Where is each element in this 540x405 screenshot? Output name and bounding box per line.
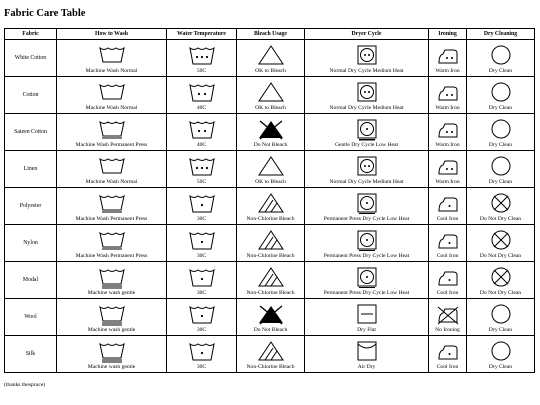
non-chlorine-bleach-icon bbox=[256, 228, 286, 252]
dryer-label: Permanent Press Dry Cycle Low Heat bbox=[323, 216, 410, 222]
temperature-label: 30C bbox=[196, 327, 207, 333]
wash-cell bbox=[57, 151, 167, 188]
water-temperature-icon bbox=[187, 193, 217, 215]
tumble-dry-normal-medium-icon bbox=[355, 154, 379, 178]
table-row bbox=[5, 299, 535, 336]
temperature-cell bbox=[167, 336, 237, 373]
temperature-label: 50C bbox=[196, 68, 207, 74]
water-temperature-icon bbox=[187, 119, 217, 141]
dry-cleaning-cell bbox=[467, 40, 535, 77]
header-bleach-usage: Bleach Usage bbox=[237, 29, 305, 40]
wash-permanent-press-icon bbox=[97, 119, 127, 141]
temperature-label: 30C bbox=[196, 290, 207, 296]
temperature-cell bbox=[167, 114, 237, 151]
wash-cell bbox=[57, 114, 167, 151]
iron-warm-icon bbox=[435, 156, 461, 178]
ironing-cell bbox=[429, 336, 467, 373]
dryer-label: Normal Dry Cycle Medium Heat bbox=[329, 105, 404, 111]
bleach-label: Non-Chlorine Bleach bbox=[246, 253, 295, 259]
dry-cleaning-cell bbox=[467, 188, 535, 225]
ironing-cell bbox=[429, 188, 467, 225]
do-not-dry-clean-icon bbox=[489, 228, 513, 252]
wash-cell bbox=[57, 40, 167, 77]
dry-cleaning-cell bbox=[467, 225, 535, 262]
bleach-label: Non-Chlorine Bleach bbox=[246, 364, 295, 370]
dry-cleaning-label: Do Not Dry Clean bbox=[479, 253, 522, 259]
temperature-cell bbox=[167, 40, 237, 77]
wash-gentle-icon bbox=[97, 341, 127, 363]
wash-label: Machine Wash Permanent Press bbox=[75, 142, 148, 148]
tumble-dry-permanent-press-low-icon bbox=[355, 228, 379, 252]
table-row bbox=[5, 225, 535, 262]
dry-cleaning-cell bbox=[467, 299, 535, 336]
tumble-dry-permanent-press-low-icon bbox=[355, 191, 379, 215]
dryer-cell bbox=[305, 77, 429, 114]
bleach-label: OK to Bleach bbox=[255, 179, 286, 185]
wash-label: Machine wash gentle bbox=[87, 290, 136, 296]
dryer-cell bbox=[305, 188, 429, 225]
dryer-label: Gentle Dry Cycle Low Heat bbox=[334, 142, 399, 148]
table-row bbox=[5, 188, 535, 225]
do-not-dry-clean-icon bbox=[489, 265, 513, 289]
dry-cleaning-label: Dry Clean bbox=[488, 327, 513, 333]
bleach-cell bbox=[237, 299, 305, 336]
iron-cool-icon bbox=[435, 193, 461, 215]
no-ironing-icon bbox=[435, 304, 461, 326]
water-temperature-icon bbox=[187, 45, 217, 67]
water-temperature-icon bbox=[187, 267, 217, 289]
dry-cleaning-label: Do Not Dry Clean bbox=[479, 216, 522, 222]
ironing-label: Warm Iron bbox=[435, 142, 460, 148]
ironing-label: Warm Iron bbox=[435, 179, 460, 185]
water-temperature-icon bbox=[187, 341, 217, 363]
temperature-label: 30C bbox=[196, 253, 207, 259]
bleach-cell bbox=[237, 188, 305, 225]
wash-label: Machine wash gentle bbox=[87, 364, 136, 370]
bleach-cell bbox=[237, 225, 305, 262]
table-row bbox=[5, 336, 535, 373]
dryer-cell bbox=[305, 225, 429, 262]
dry-cleaning-label: Dry Clean bbox=[488, 105, 513, 111]
iron-warm-icon bbox=[435, 119, 461, 141]
dryer-cell bbox=[305, 299, 429, 336]
wash-label: Machine Wash Normal bbox=[85, 179, 138, 185]
dryer-label: Air Dry bbox=[357, 364, 376, 370]
fabric-care-table bbox=[4, 28, 535, 373]
ironing-label: Cool Iron bbox=[436, 253, 459, 259]
fabric-name: Silk bbox=[5, 336, 57, 373]
wash-permanent-press-icon bbox=[97, 230, 127, 252]
ironing-cell bbox=[429, 40, 467, 77]
wash-cell bbox=[57, 188, 167, 225]
dry-clean-icon bbox=[489, 339, 513, 363]
temperature-label: 50C bbox=[196, 179, 207, 185]
do-not-bleach-icon bbox=[256, 302, 286, 326]
fabric-name: Sateen Cotton bbox=[5, 114, 57, 151]
page-title: Fabric Care Table bbox=[4, 8, 86, 19]
bleach-label: Non-Chlorine Bleach bbox=[246, 216, 295, 222]
bleach-label: Do Not Bleach bbox=[253, 327, 288, 333]
tumble-dry-normal-medium-icon bbox=[355, 80, 379, 104]
iron-cool-icon bbox=[435, 267, 461, 289]
dryer-cell bbox=[305, 336, 429, 373]
fabric-name: Wool bbox=[5, 299, 57, 336]
dry-cleaning-label: Dry Clean bbox=[488, 142, 513, 148]
iron-warm-icon bbox=[435, 82, 461, 104]
air-dry-icon bbox=[355, 339, 379, 363]
table-row bbox=[5, 151, 535, 188]
temperature-cell bbox=[167, 225, 237, 262]
tumble-dry-normal-medium-icon bbox=[355, 43, 379, 67]
iron-cool-icon bbox=[435, 230, 461, 252]
table-header-row bbox=[5, 29, 535, 40]
tumble-dry-permanent-press-low-icon bbox=[355, 265, 379, 289]
wash-cell bbox=[57, 299, 167, 336]
bleach-label: OK to Bleach bbox=[255, 105, 286, 111]
ironing-label: Cool Iron bbox=[436, 290, 459, 296]
ironing-cell bbox=[429, 77, 467, 114]
iron-warm-icon bbox=[435, 45, 461, 67]
dryer-label: Dry Flat bbox=[357, 327, 376, 333]
dry-cleaning-cell bbox=[467, 77, 535, 114]
iron-cool-icon bbox=[435, 341, 461, 363]
header-dryer-cycle: Dryer Cycle bbox=[305, 29, 429, 40]
fabric-name: White Cotton bbox=[5, 40, 57, 77]
fabric-name: Linen bbox=[5, 151, 57, 188]
dry-clean-icon bbox=[489, 43, 513, 67]
header-fabric: Fabric bbox=[5, 29, 57, 40]
ironing-label: Warm Iron bbox=[435, 68, 460, 74]
dryer-cell bbox=[305, 40, 429, 77]
bleach-cell bbox=[237, 151, 305, 188]
bleach-label: Non-Chlorine Bleach bbox=[246, 290, 295, 296]
non-chlorine-bleach-icon bbox=[256, 265, 286, 289]
table-row bbox=[5, 40, 535, 77]
wash-permanent-press-icon bbox=[97, 193, 127, 215]
dry-clean-icon bbox=[489, 302, 513, 326]
temperature-label: 40C bbox=[196, 142, 207, 148]
header-ironing: Ironing bbox=[429, 29, 467, 40]
wash-label: Machine Wash Permanent Press bbox=[75, 253, 148, 259]
dry-cleaning-cell bbox=[467, 336, 535, 373]
temperature-cell bbox=[167, 188, 237, 225]
table-row bbox=[5, 77, 535, 114]
wash-gentle-icon bbox=[97, 304, 127, 326]
bleach-cell bbox=[237, 114, 305, 151]
dryer-cell bbox=[305, 262, 429, 299]
bleach-cell bbox=[237, 336, 305, 373]
water-temperature-icon bbox=[187, 82, 217, 104]
ironing-cell bbox=[429, 299, 467, 336]
ironing-label: No Ironing bbox=[435, 327, 460, 333]
ironing-label: Warm Iron bbox=[435, 105, 460, 111]
dry-clean-icon bbox=[489, 80, 513, 104]
temperature-label: 30C bbox=[196, 216, 207, 222]
non-chlorine-bleach-icon bbox=[256, 339, 286, 363]
dry-clean-icon bbox=[489, 117, 513, 141]
do-not-bleach-icon bbox=[256, 117, 286, 141]
fabric-name: Nylon bbox=[5, 225, 57, 262]
bleach-cell bbox=[237, 77, 305, 114]
ironing-cell bbox=[429, 151, 467, 188]
wash-label: Machine wash gentle bbox=[87, 327, 136, 333]
dryer-label: Normal Dry Cycle Medium Heat bbox=[329, 68, 404, 74]
bleach-ok-icon bbox=[256, 154, 286, 178]
footnote: (thanks thespruce) bbox=[4, 382, 46, 388]
ironing-cell bbox=[429, 225, 467, 262]
fabric-name: Polyester bbox=[5, 188, 57, 225]
temperature-cell bbox=[167, 77, 237, 114]
header-water-temperature: Water Temperature bbox=[167, 29, 237, 40]
fabric-name: Modal bbox=[5, 262, 57, 299]
dryer-label: Permanent Press Dry Cycle Low Heat bbox=[323, 253, 410, 259]
header-dry-cleaning: Dry Cleaning bbox=[467, 29, 535, 40]
water-temperature-icon bbox=[187, 230, 217, 252]
bleach-cell bbox=[237, 40, 305, 77]
wash-label: Machine Wash Normal bbox=[85, 105, 138, 111]
dryer-cell bbox=[305, 114, 429, 151]
dry-cleaning-label: Dry Clean bbox=[488, 179, 513, 185]
ironing-label: Cool Iron bbox=[436, 216, 459, 222]
dry-flat-icon bbox=[355, 302, 379, 326]
dryer-label: Normal Dry Cycle Medium Heat bbox=[329, 179, 404, 185]
wash-normal-icon bbox=[97, 45, 127, 67]
do-not-dry-clean-icon bbox=[489, 191, 513, 215]
dry-cleaning-label: Dry Clean bbox=[488, 364, 513, 370]
dry-cleaning-cell bbox=[467, 114, 535, 151]
bleach-ok-icon bbox=[256, 80, 286, 104]
header-how-to-wash: How to Wash bbox=[57, 29, 167, 40]
bleach-ok-icon bbox=[256, 43, 286, 67]
dryer-label: Permanent Press Dry Cycle Low Heat bbox=[323, 290, 410, 296]
dry-cleaning-label: Do Not Dry Clean bbox=[479, 290, 522, 296]
dry-clean-icon bbox=[489, 154, 513, 178]
wash-normal-icon bbox=[97, 156, 127, 178]
water-temperature-icon bbox=[187, 156, 217, 178]
wash-label: Machine Wash Normal bbox=[85, 68, 138, 74]
water-temperature-icon bbox=[187, 304, 217, 326]
wash-cell bbox=[57, 262, 167, 299]
ironing-cell bbox=[429, 114, 467, 151]
wash-normal-icon bbox=[97, 82, 127, 104]
wash-cell bbox=[57, 336, 167, 373]
temperature-cell bbox=[167, 299, 237, 336]
dry-cleaning-label: Dry Clean bbox=[488, 68, 513, 74]
wash-cell bbox=[57, 225, 167, 262]
table-row bbox=[5, 262, 535, 299]
table-row bbox=[5, 114, 535, 151]
temperature-label: 40C bbox=[196, 105, 207, 111]
wash-label: Machine Wash Permanent Press bbox=[75, 216, 148, 222]
temperature-cell bbox=[167, 262, 237, 299]
temperature-label: 30C bbox=[196, 364, 207, 370]
dry-cleaning-cell bbox=[467, 262, 535, 299]
tumble-dry-gentle-low-icon bbox=[355, 117, 379, 141]
temperature-cell bbox=[167, 151, 237, 188]
bleach-label: OK to Bleach bbox=[255, 68, 286, 74]
ironing-label: Cool Iron bbox=[436, 364, 459, 370]
wash-gentle-icon bbox=[97, 267, 127, 289]
ironing-cell bbox=[429, 262, 467, 299]
bleach-label: Do Not Bleach bbox=[253, 142, 288, 148]
bleach-cell bbox=[237, 262, 305, 299]
non-chlorine-bleach-icon bbox=[256, 191, 286, 215]
fabric-name: Cotton bbox=[5, 77, 57, 114]
dry-cleaning-cell bbox=[467, 151, 535, 188]
dryer-cell bbox=[305, 151, 429, 188]
wash-cell bbox=[57, 77, 167, 114]
